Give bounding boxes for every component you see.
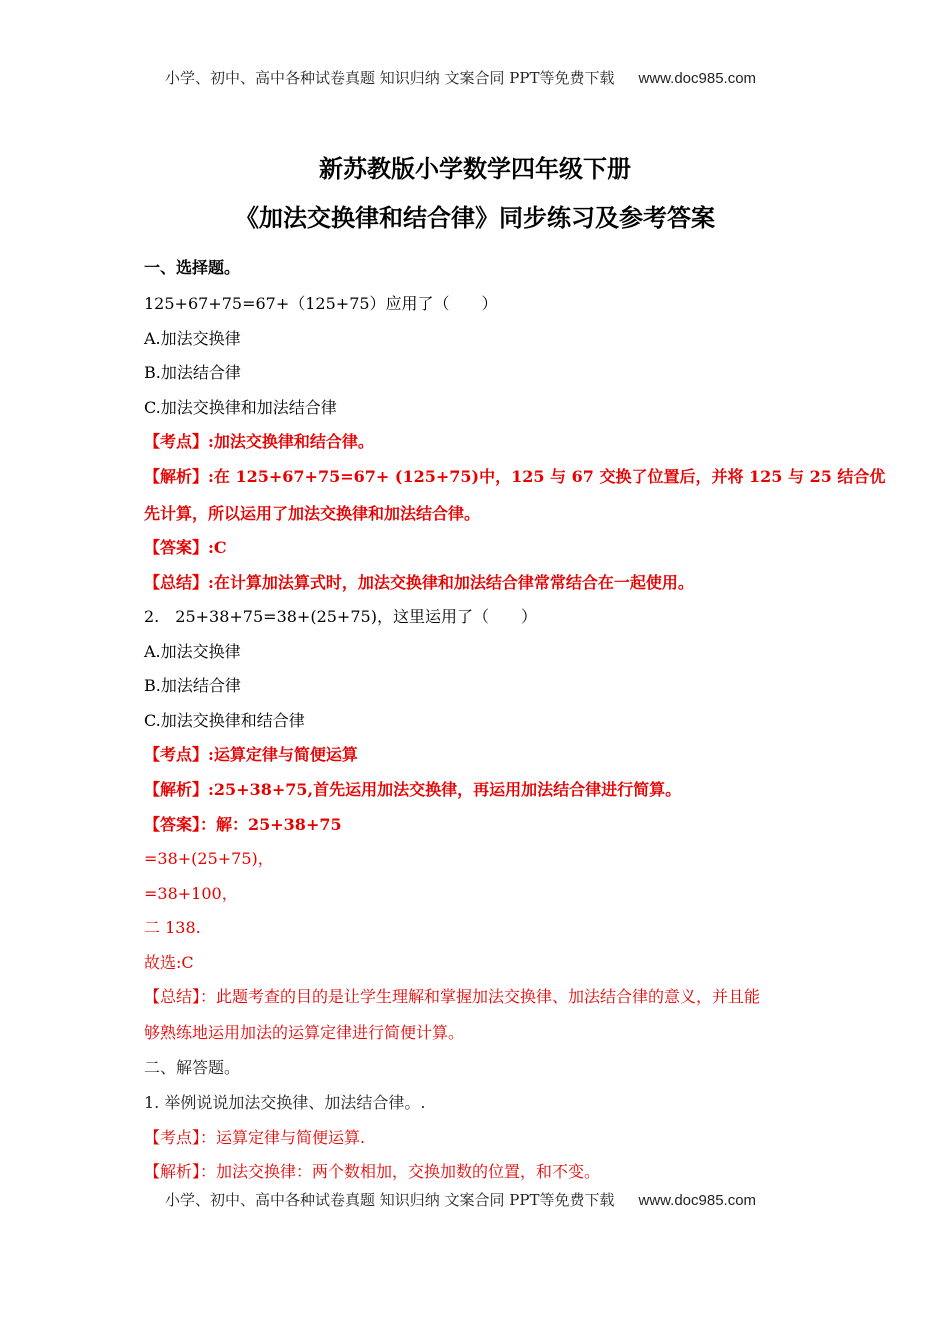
q2-jiexi: 【解析】:25+38+75,首先运用加法交换律，再运用加法结合律进行简算。	[144, 780, 682, 799]
s2-q1-stem: 1. 举例说说加法交换律、加法结合律。.	[144, 1093, 426, 1112]
title-line-1: 新苏教版小学数学四年级下册	[319, 154, 631, 183]
q2-stem: 2. 25+38+75=38+(25+75)，这里运用了（ ）	[144, 607, 537, 626]
q2-option-a: A.加法交换律	[144, 642, 241, 661]
q2-step-2: =38+100，	[144, 884, 238, 903]
s2-q1-kaodian: 【考点】：运算定律与简便运算.	[144, 1128, 366, 1147]
q1-summary: 【总结】:在计算加法算式时，加法交换律和加法结合律常常结合在一起使用。	[144, 573, 694, 592]
s2-q1-jiexi: 【解析】：加法交换律：两个数相加，交换加数的位置，和不变。	[144, 1162, 601, 1181]
header-url[interactable]: www.doc985.com	[638, 70, 757, 87]
title-line-2: 《加法交换律和结合律》同步练习及参考答案	[235, 203, 715, 232]
section2-heading: 二、解答题。	[144, 1058, 241, 1077]
q2-step-1: =38+(25+75)，	[144, 849, 274, 868]
section1-heading: 一、选择题。	[144, 258, 241, 277]
q2-option-c: C.加法交换律和结合律	[144, 711, 305, 730]
q2-kaodian: 【考点】:运算定律与简便运算	[144, 745, 358, 764]
q1-option-b: B.加法结合律	[144, 363, 241, 382]
q1-jiexi-2: 先计算，所以运用了加法交换律和加法结合律。	[144, 504, 481, 523]
q1-option-a: A.加法交换律	[144, 329, 241, 348]
page-header	[165, 68, 756, 89]
q2-answer: 【答案】：解：25+38+75	[144, 815, 342, 834]
q2-summary-2: 够熟练地运用加法的运算定律进行简便计算。	[144, 1023, 465, 1042]
q1-jiexi-1: 【解析】:在 125+67+75=67+ (125+75)中，125 与 67 交换了位置后，并将 125 与 25 结合优	[144, 467, 886, 486]
q1-kaodian: 【考点】:加法交换律和结合律。	[144, 432, 374, 451]
q2-step-4: 故选:C	[144, 953, 194, 972]
footer-url[interactable]: www.doc985.com	[638, 1192, 757, 1209]
page-footer	[165, 1190, 756, 1211]
q2-summary-1: 【总结】：此题考查的目的是让学生理解和掌握加法交换律、加法结合律的意义，并且能	[144, 987, 761, 1006]
q2-option-b: B.加法结合律	[144, 676, 241, 695]
footer-text: 小学、初中、高中各种试卷真题 知识归纳 文案合同 PPT等免费下载	[165, 1191, 615, 1209]
q1-stem: 125+67+75=67+（125+75）应用了（ ）	[144, 294, 498, 313]
q1-option-c: C.加法交换律和加法结合律	[144, 398, 337, 417]
q1-answer: 【答案】:C	[144, 538, 227, 557]
header-text: 小学、初中、高中各种试卷真题 知识归纳 文案合同 PPT等免费下载	[165, 69, 615, 87]
q2-step-3: 二 138.	[144, 918, 201, 937]
